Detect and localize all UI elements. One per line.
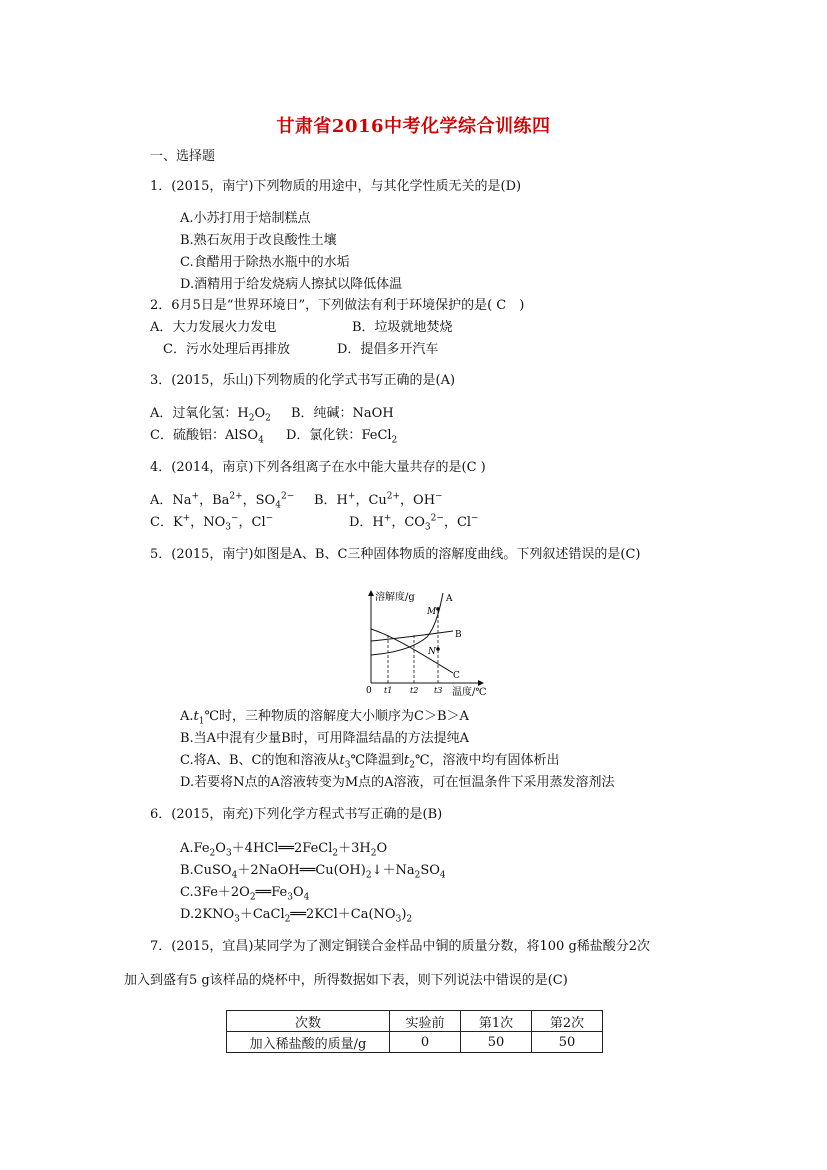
question-7-table (226, 1010, 603, 1053)
question-1-option-d: D.酒精用于给发烧病人擦拭以降低体温 (180, 277, 403, 292)
series-c-label: C (453, 671, 460, 681)
question-2-option-c: C．污水处理后再排放 (163, 342, 290, 357)
question-3-option-d: D．氯化铁：FeCl$_2$ (286, 428, 398, 446)
question-7-stem: 7．(2015，宜昌)某同学为了测定铜镁合金样品中铜的质量分数，将100 g稀盐酸分2次 (150, 939, 651, 954)
solubility-chart (355, 585, 495, 700)
question-6-option-c: $C.3Fe+2O_2══Fe_3O_4$ (180, 885, 310, 903)
question-5-option-d: D.若要将N点的A溶液转变为M点的A溶液，可在恒温条件下采用蒸发溶剂法 (180, 775, 615, 790)
question-3-stem: 3．(2015，乐山)下列物质的化学式书写正确的是(A) (150, 373, 456, 388)
question-6-option-b: $B.CuSO_4+2NaOH══Cu(OH)_2↓+Na_2SO_4$ (180, 863, 446, 881)
question-6-option-d: $D.2KNO_3+CaCl_2══2KCl+Ca(NO_3)_2$ (180, 907, 413, 925)
question-4-option-a: A．Na+，$Ba^{2+}$，$SO_4^{2-}$ (150, 491, 295, 511)
table-header-row (227, 1011, 603, 1032)
section-heading: 一、选择题 (150, 149, 216, 164)
question-3-option-c: C．硫酸铝：AlSO$_4$ (150, 428, 264, 446)
table-cell: 50 (461, 1032, 532, 1053)
table-header: 第1次 (461, 1011, 532, 1032)
question-4-option-b: B．H+，$Cu^{2+}$，OH− (314, 491, 443, 508)
question-2-option-b: B．垃圾就地焚烧 (352, 320, 453, 335)
table-header: 实验前 (390, 1011, 461, 1032)
question-6-option-a: $A.Fe_2O_3+4HCl══2FeCl_2+3H_2O$ (180, 841, 388, 859)
question-4-option-d: D．H+，$CO_3^{2-}$，Cl− (349, 513, 479, 533)
question-1-option-a: A.小苏打用于焙制糕点 (180, 211, 311, 226)
table-cell: 0 (390, 1032, 461, 1053)
question-4-stem: 4．(2014，南京)下列各组离子在水中能大量共存的是(C ) (150, 460, 486, 475)
point-n (436, 647, 440, 651)
point-m-label: M (427, 607, 437, 617)
table-row-label: 加入稀盐酸的质量/g (227, 1032, 390, 1053)
y-axis-label: 溶解度/g (375, 592, 415, 603)
curve-c (371, 629, 453, 673)
x-tick-t1: t1 (384, 686, 393, 695)
table-header: 第2次 (532, 1011, 603, 1032)
question-5-option-a: $A.t_1℃$时，三种物质的溶解度大小顺序为C＞B＞A (180, 709, 469, 727)
table-row (227, 1032, 603, 1053)
point-n-label: N (428, 647, 436, 657)
question-5-option-b: B.当A中混有少量B时，可用降温结晶的方法提纯A (180, 731, 470, 746)
curve-b (371, 631, 453, 641)
x-axis-label: 温度/℃ (452, 687, 487, 698)
series-b-label: B (455, 630, 462, 640)
question-6-stem: 6．(2015，南充)下列化学方程式书写正确的是(B) (150, 807, 443, 822)
question-4-option-c: C．K+，$NO_3^-$，Cl− (150, 513, 274, 533)
question-5-stem: 5．(2015，南宁)如图是A、B、C三种固体物质的溶解度曲线。下列叙述错误的是(C) (150, 547, 641, 562)
question-2-option-a: A．大力发展火力发电 (150, 320, 277, 335)
question-1-option-b: B.熟石灰用于改良酸性土壤 (180, 233, 337, 248)
table-cell: 50 (532, 1032, 603, 1053)
series-a-label: A (446, 594, 453, 604)
x-tick-t2: t2 (410, 686, 419, 695)
question-1-stem: 1．(2015，南宁)下列物质的用途中，与其化学性质无关的是(D) (150, 179, 522, 194)
question-2-stem: 2．6月5日是“世界环境日”，下列做法有利于环境保护的是( C ) (150, 298, 525, 313)
question-7-stem-continued: 加入到盛有5 g该样品的烧杯中，所得数据如下表，则下列说法中错误的是(C) (124, 973, 568, 988)
x-tick-t3: t3 (434, 686, 443, 695)
question-1-option-c: C.食醋用于除热水瓶中的水垢 (180, 255, 350, 270)
question-5-option-c: C.将A、B、C的饱和溶液从$t_3℃$降温到$t_2℃$，溶液中均有固体析出 (180, 753, 560, 771)
question-3-option-b: B．纯碱：NaOH (291, 406, 394, 421)
x-tick-0: 0 (366, 686, 372, 696)
question-2-option-d: D．提倡多开汽车 (337, 342, 439, 357)
page-title: 甘肃省2016中考化学综合训练四 (276, 116, 551, 137)
question-3-option-a: A．过氧化氢：$H_2O_2$ (150, 406, 271, 424)
table-header: 次数 (227, 1011, 390, 1032)
point-m (436, 607, 440, 611)
